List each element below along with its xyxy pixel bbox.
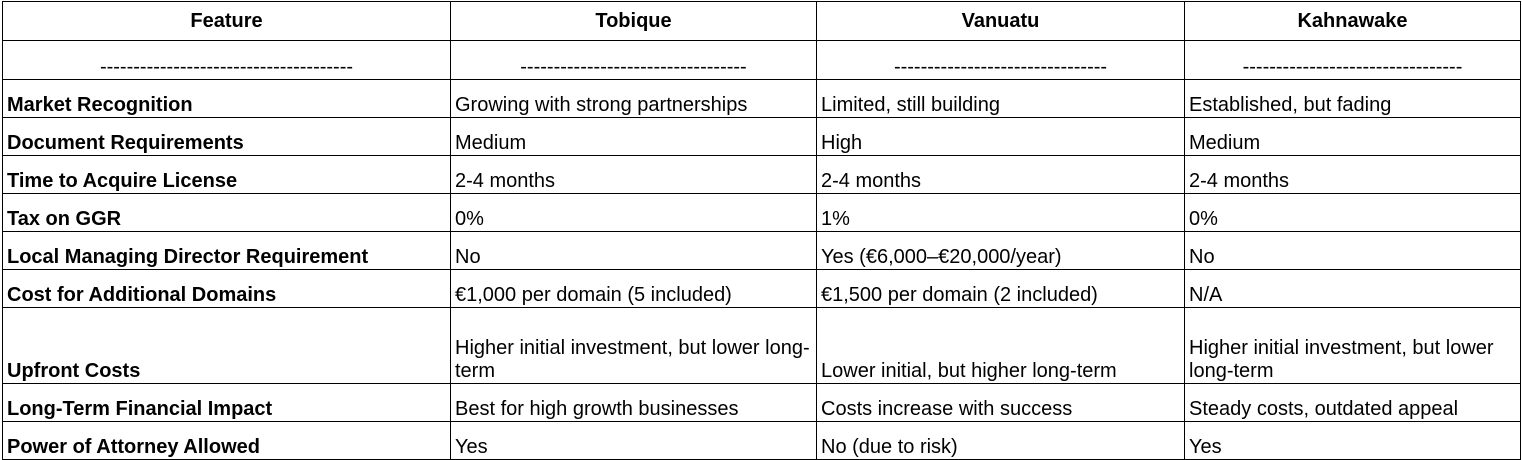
vanuatu-cell: High (817, 118, 1185, 156)
table-row (3, 422, 1521, 460)
tobique-cell: Best for high growth businesses (451, 384, 817, 422)
feature-cell: Long-Term Financial Impact (3, 384, 451, 422)
feature-cell: Market Recognition (3, 80, 451, 118)
kahnawake-cell: 2-4 months (1185, 156, 1521, 194)
table-row (3, 232, 1521, 270)
feature-cell: Upfront Costs (3, 308, 451, 384)
feature-cell: Power of Attorney Allowed (3, 422, 451, 460)
separator-row (3, 41, 1521, 80)
kahnawake-cell: 0% (1185, 194, 1521, 232)
separator-cell: ---------------------------------- (451, 41, 817, 80)
tobique-cell: Medium (451, 118, 817, 156)
tobique-cell: 2-4 months (451, 156, 817, 194)
vanuatu-cell: Limited, still building (817, 80, 1185, 118)
kahnawake-cell: Established, but fading (1185, 80, 1521, 118)
table-row (3, 80, 1521, 118)
kahnawake-cell: Steady costs, outdated appeal (1185, 384, 1521, 422)
table-row (3, 384, 1521, 422)
vanuatu-cell: Lower initial, but higher long-term (817, 308, 1185, 384)
tobique-cell: Yes (451, 422, 817, 460)
kahnawake-cell: Higher initial investment, but lower long-term (1185, 308, 1521, 384)
tobique-cell: No (451, 232, 817, 270)
comparison-table (2, 1, 1521, 460)
header-tobique: Tobique (451, 2, 817, 41)
feature-cell: Time to Acquire License (3, 156, 451, 194)
table-row (3, 308, 1521, 384)
tobique-cell: €1,000 per domain (5 included) (451, 270, 817, 308)
header-vanuatu: Vanuatu (817, 2, 1185, 41)
vanuatu-cell: No (due to risk) (817, 422, 1185, 460)
tobique-cell: Higher initial investment, but lower long-term (451, 308, 817, 384)
header-kahnawake: Kahnawake (1185, 2, 1521, 41)
vanuatu-cell: 2-4 months (817, 156, 1185, 194)
feature-cell: Cost for Additional Domains (3, 270, 451, 308)
tobique-cell: Growing with strong partnerships (451, 80, 817, 118)
vanuatu-cell: €1,500 per domain (2 included) (817, 270, 1185, 308)
feature-cell: Document Requirements (3, 118, 451, 156)
separator-cell: --------------------------------- (1185, 41, 1521, 80)
header-row (3, 2, 1521, 41)
table-row (3, 194, 1521, 232)
vanuatu-cell: Costs increase with success (817, 384, 1185, 422)
feature-cell: Tax on GGR (3, 194, 451, 232)
kahnawake-cell: Yes (1185, 422, 1521, 460)
kahnawake-cell: N/A (1185, 270, 1521, 308)
kahnawake-cell: Medium (1185, 118, 1521, 156)
kahnawake-cell: No (1185, 232, 1521, 270)
table-row (3, 156, 1521, 194)
feature-cell: Local Managing Director Requirement (3, 232, 451, 270)
vanuatu-cell: Yes (€6,000–€20,000/year) (817, 232, 1185, 270)
tobique-cell: 0% (451, 194, 817, 232)
separator-cell: -------------------------------------- (3, 41, 451, 80)
header-feature: Feature (3, 2, 451, 41)
vanuatu-cell: 1% (817, 194, 1185, 232)
table-row (3, 118, 1521, 156)
table-row (3, 270, 1521, 308)
separator-cell: -------------------------------- (817, 41, 1185, 80)
